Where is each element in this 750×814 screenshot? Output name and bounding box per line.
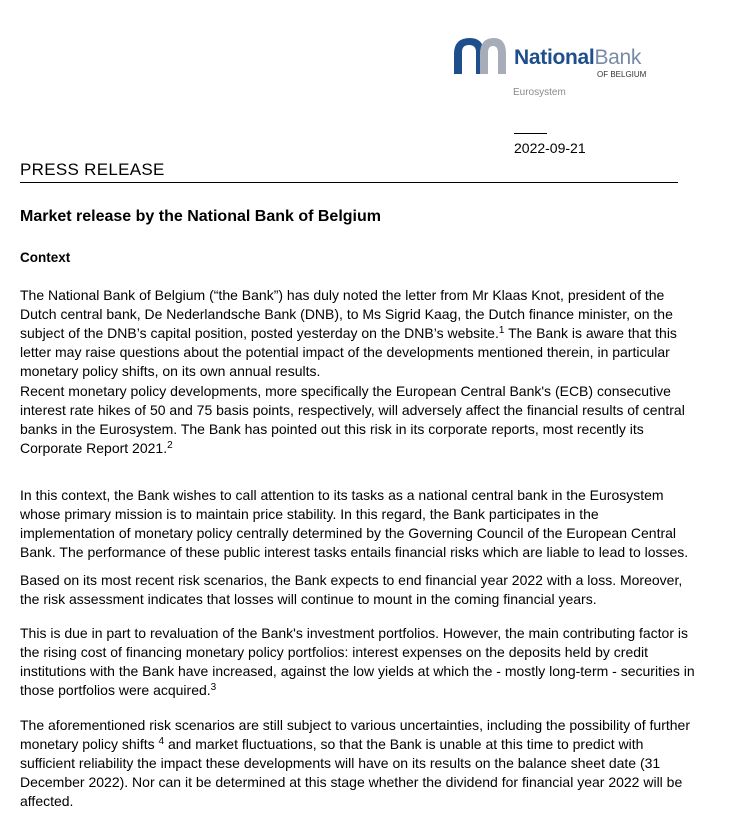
paragraph-line: those portfolios were acquired. — [20, 682, 211, 698]
paragraph-line: The aforementioned risk scenarios are still subject to various uncertainties, including the possibility of further — [20, 717, 690, 733]
footnote-ref[interactable]: 3 — [210, 682, 217, 693]
footnote-ref[interactable]: 2 — [167, 440, 173, 451]
paragraph-line: banks in the Eurosystem. The Bank has pointed out this risk in its corporate reports, most recently its — [20, 421, 644, 437]
paragraph-line: Bank. The performance of these public interest tasks entails financial risks which are liable to lead to losses. — [20, 544, 689, 560]
paragraph-line: the risk assessment indicates that losses will continue to mount in the coming financial years. — [20, 591, 597, 607]
paragraph-1 — [20, 286, 734, 381]
paragraph-4 — [20, 571, 734, 609]
paragraph-line: and market fluctuations, so that the Bank is unable at this time to predict with — [167, 736, 644, 752]
paragraph-line: Recent monetary policy developments, more specifically the European Central Bank's (ECB) consecutive — [20, 383, 671, 399]
paragraph-line: The National Bank of Belgium (“the Bank”) has duly noted the letter from Mr Klaas Knot, president of the — [20, 287, 665, 303]
paragraph-line: sufficient reliability the impact these developments will have on its results on the balance sheet date (31 — [20, 755, 661, 771]
date-rule — [514, 133, 547, 134]
paragraph-line: whose primary mission is to maintain price stability. In this regard, the Bank participates in the — [20, 506, 599, 522]
page-title: Market release by the National Bank of Belgium — [20, 208, 381, 225]
paragraph-line: monetary policy shifts — [20, 736, 159, 752]
paragraph-2 — [20, 382, 734, 458]
paragraph-line: December 2022). Nor can it be determined at this stage whether the dividend for financial year 2022 will be — [20, 774, 683, 790]
brand-country: OF BELGIUM — [597, 70, 647, 79]
paragraph-line: Based on its most recent risk scenarios, the Bank expects to end financial year 2022 with a loss. Moreover, — [20, 572, 683, 588]
paragraph-line: The Bank is aware that this — [508, 325, 677, 341]
footnote-ref[interactable]: 1 — [498, 325, 505, 336]
paragraph-line: institutions with the Bank have increased, against the low yields at which the - mostly long-term - securities in — [20, 663, 695, 679]
nbb-emblem-icon — [452, 36, 508, 74]
paragraph-line: In this context, the Bank wishes to call attention to its tasks as a national central bank in the Eurosystem — [20, 487, 664, 503]
brand-main: National — [514, 46, 595, 69]
brand-sub: Bank — [594, 46, 642, 69]
nbb-logo — [452, 32, 652, 102]
paragraph-5 — [20, 624, 734, 700]
paragraph-line: the rising cost of financing monetary policy portfolios: interest expenses on the deposits held by credit — [20, 644, 649, 660]
paragraph-line: implementation of monetary policy centrally determined by the Governing Council of the European Central — [20, 525, 677, 541]
doc-type-heading: PRESS RELEASE — [20, 160, 165, 179]
heading-rule — [20, 182, 678, 183]
paragraph-line: subject of the DNB’s capital position, posted yesterday on the DNB’s website. — [20, 325, 499, 341]
release-date: 2022-09-21 — [514, 140, 586, 156]
paragraph-line: Dutch central bank, De Nederlandsche Bank (DNB), to Ms Sigrid Kaag, the Dutch finance minister, on the — [20, 306, 673, 322]
paragraph-line: monetary policy shifts, on its own annual results. — [20, 363, 321, 379]
footnote-ref[interactable]: 4 — [158, 736, 165, 747]
paragraph-line: affected. — [20, 793, 74, 809]
brand-network: Eurosystem — [513, 87, 566, 98]
paragraph-line: letter may raise questions about the potential impact of the developments mentioned therein, in particular — [20, 344, 670, 360]
paragraph-3 — [20, 486, 734, 562]
paragraph-line: Corporate Report 2021. — [20, 440, 168, 456]
paragraph-6 — [20, 716, 734, 811]
paragraph-line: This is due in part to revaluation of the Bank's investment portfolios. However, the main contributing factor is — [20, 625, 689, 641]
section-heading: Context — [20, 250, 71, 265]
paragraph-line: interest rate hikes of 50 and 75 basis points, respectively, will adversely affect the financial results of central — [20, 402, 685, 418]
brand-name — [514, 46, 641, 70]
